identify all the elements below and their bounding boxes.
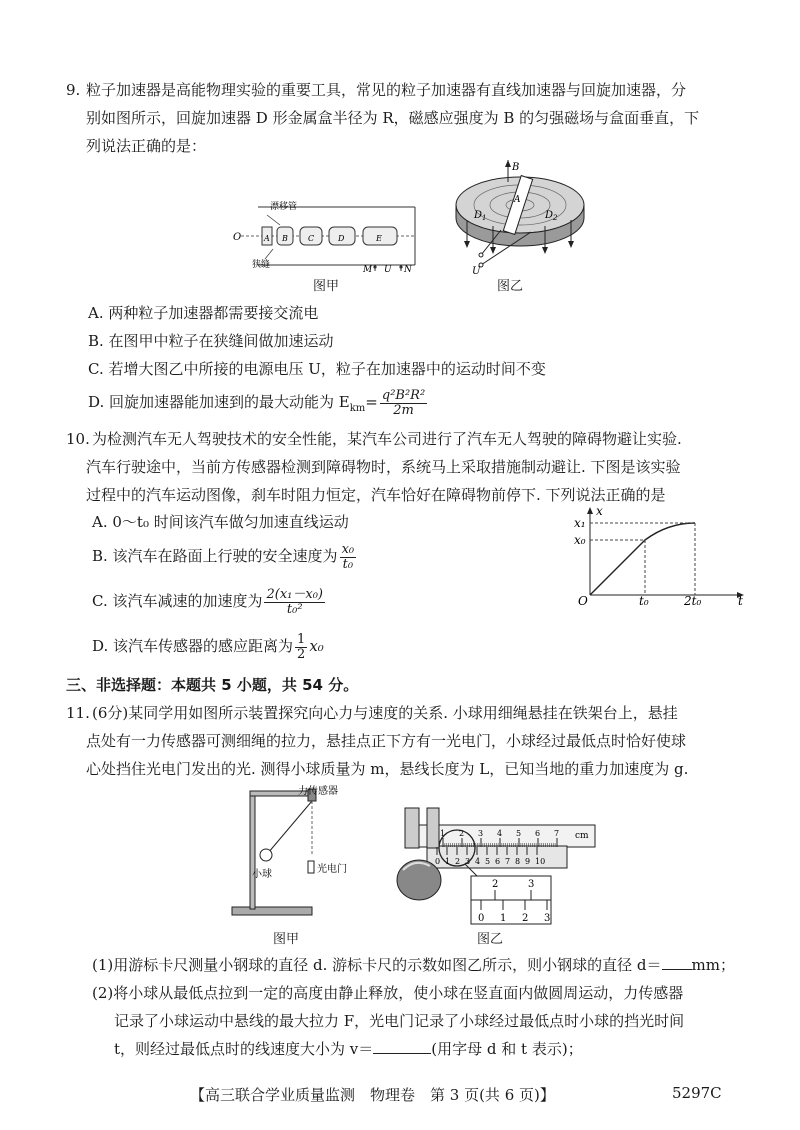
label-A: A — [264, 234, 270, 243]
pendulum-stand-figure — [222, 785, 362, 925]
q9-option-b: B. 在图甲中粒子在狭缝间做加速运动 — [88, 332, 334, 350]
fig11-jia-caption: 图甲 — [273, 932, 300, 947]
footer-code: 5297C — [672, 1084, 722, 1102]
q10-stem-line2: 汽车行驶途中，当前方传感器检测到障碍物时，系统马上采取措施制动避让. 下图是该实验 — [86, 458, 681, 476]
main-scale-number: 1 — [440, 829, 446, 838]
force-sensor-label: 力传感器 — [298, 786, 338, 797]
q10-option-b-den: t₀ — [342, 556, 354, 572]
label-M: M — [363, 265, 373, 275]
zoom-vernier-number: 1 — [500, 913, 507, 924]
q10-option-d-den: 2 — [297, 646, 306, 662]
q10-option-d — [92, 630, 324, 662]
vernier-scale-number: 4 — [475, 857, 481, 866]
q10-option-d-fraction — [295, 633, 307, 662]
q9-option-d-den: 2m — [393, 402, 414, 418]
q9-option-a: A. 两种粒子加速器都需要接交流电 — [88, 304, 319, 322]
label-D: D — [338, 234, 345, 243]
q11-stem-line1: (6分)某同学用如图所示装置探究向心力与速度的关系. 小球用细绳悬挂在铁架台上，悬挂 — [92, 704, 678, 722]
main-scale-number: 7 — [554, 829, 560, 838]
zoom-vernier-number: 3 — [544, 913, 551, 924]
zoom-vernier-number: 0 — [478, 913, 485, 924]
cyclotron-figure — [445, 160, 595, 275]
vernier-scale-number: 2 — [455, 857, 461, 866]
graph-axis-t-label: t — [738, 594, 743, 605]
vernier-scale-number: 10 — [535, 857, 546, 866]
q11-sub2-line2: 记录了小球运动中悬线的最大拉力 F，光电门记录了小球经过最低点时小球的挡光时间 — [114, 1012, 685, 1030]
label-N: N — [404, 265, 412, 275]
main-scale-number: 4 — [497, 829, 503, 838]
q9-number: 9. — [66, 81, 81, 99]
main-scale-number: 3 — [478, 829, 484, 838]
q10-option-d-tail: x₀ — [309, 637, 324, 655]
cyclotron-label-D1: $D_1$ — [474, 210, 487, 222]
fig-yi-caption: 图乙 — [497, 279, 524, 294]
zoom-main-number: 2 — [492, 879, 499, 890]
q10-option-b-fraction — [340, 543, 357, 572]
q11-sub2-line3 — [114, 1039, 583, 1059]
q9-stem-line1: 粒子加速器是高能物理实验的重要工具，常见的粒子加速器有直线加速器与回旋加速器，分 — [86, 81, 687, 99]
q10-stem-line3: 过程中的汽车运动图像，刹车时阻力恒定，汽车恰好在障碍物前停下. 下列说法正确的是 — [86, 486, 666, 504]
fig-jia-caption: 图甲 — [313, 279, 340, 294]
q11-sub1 — [92, 955, 735, 975]
q11-sub1-text: (1)用游标卡尺测量小钢球的直径 d. 游标卡尺的示数如图乙所示，则小钢球的直径 d＝ — [92, 956, 662, 974]
graph-axis-x-label: x — [596, 505, 603, 518]
cyclotron-label-B: B — [512, 162, 520, 173]
vernier-scale-number: 8 — [515, 857, 521, 866]
q9-stem-line3: 列说法正确的是： — [86, 137, 207, 155]
q11-sub2-line1: (2)将小球从最低点拉到一定的高度由静止释放，使小球在竖直面内做圆周运动，力传感器 — [92, 984, 684, 1002]
q10-option-b-text: B. 该汽车在路面上行驶的安全速度为 — [92, 547, 338, 565]
q9-stem-line2: 别如图所示，回旋加速器 D 形金属盒半径为 R，磁感应强度为 B 的匀强磁场与盒面垂直，下 — [86, 109, 700, 127]
caliper-unit-cm: cm — [575, 831, 589, 841]
linear-accelerator-figure — [225, 195, 430, 275]
q10-option-d-num: 1 — [297, 631, 306, 647]
label-O: O — [233, 232, 242, 243]
label-B: B — [282, 234, 288, 243]
q10-option-c-den: t₀² — [286, 601, 303, 617]
diameter-answer-blank[interactable] — [662, 969, 692, 970]
q11-stem-line2: 点处有一力传感器可测细绳的拉力，悬挂点正下方有一光电门，小球经过最低点时恰好使球 — [86, 732, 687, 750]
q11-sub1-unit: mm； — [691, 956, 735, 974]
vernier-scale-number: 5 — [485, 857, 491, 866]
label-E: E — [376, 234, 382, 243]
q10-stem-line1: 为检测汽车无人驾驶技术的安全性能，某汽车公司进行了汽车无人驾驶的障碍物避让实验. — [92, 430, 682, 448]
x-t-graph — [560, 505, 750, 605]
vernier-scale-number: 3 — [465, 857, 471, 866]
zoom-vernier-number: 2 — [522, 913, 529, 924]
cyclotron-label-U: U — [472, 266, 481, 275]
q10-option-c — [92, 585, 327, 617]
gap-label: 狭缝 — [252, 260, 271, 270]
q9-option-c: C. 若增大图乙中所接的电源电压 U，粒子在加速器中的运动时间不变 — [88, 360, 546, 378]
vernier-scale-number: 9 — [525, 857, 531, 866]
drift-tube-label: 漂移管 — [270, 202, 298, 212]
main-scale-number: 2 — [459, 829, 465, 838]
graph-2t0-label: 2t₀ — [684, 594, 702, 605]
q11-stem-line3: 心处挡住光电门发出的光. 测得小球质量为 m，悬线长度为 L，已知当地的重力加速度为 g. — [86, 760, 689, 778]
graph-x0-label: x₀ — [574, 533, 586, 547]
photogate-label: 光电门 — [317, 864, 347, 875]
q10-option-d-text: D. 该汽车传感器的感应距离为 — [92, 637, 294, 655]
vernier-scale-number: 6 — [495, 857, 501, 866]
q11-number: 11. — [66, 704, 90, 722]
q9-option-d-text: D. 回旋加速器能加速到的最大动能为 E — [88, 393, 350, 411]
vernier-scale-number: 7 — [505, 857, 511, 866]
footer-center: 【高三联合学业质量监测 物理卷 第 3 页(共 6 页)】 — [190, 1086, 555, 1104]
label-C: C — [308, 234, 315, 243]
q10-option-a: A. 0～t₀ 时间该汽车做匀加速直线运动 — [92, 513, 349, 531]
q9-option-d-fraction — [380, 389, 427, 418]
q10-number: 10. — [66, 430, 90, 448]
label-U: U — [384, 265, 392, 275]
q10-option-b — [92, 540, 358, 572]
q10-option-b-num: x₀ — [341, 541, 355, 557]
q9-option-d-eq: = — [365, 393, 378, 411]
main-scale-number: 5 — [516, 829, 522, 838]
q9-option-d-num: q²B²R² — [381, 387, 426, 403]
cyclotron-label-D2: $D_2$ — [545, 210, 558, 222]
q10-option-c-fraction — [264, 588, 325, 617]
vernier-caliper-figure — [385, 800, 600, 930]
q10-option-c-text: C. 该汽车减速的加速度为 — [92, 592, 263, 610]
main-scale-number: 6 — [535, 829, 541, 838]
cyclotron-label-A: A — [514, 195, 521, 205]
ball-label: 小球 — [252, 869, 272, 880]
vernier-scale-number: 1 — [445, 857, 451, 866]
q9-option-d-sub: km — [349, 403, 366, 414]
q11-sub2-line3-tail: (用字母 d 和 t 表示)； — [431, 1040, 583, 1058]
q11-sub2-line3-text: t，则经过最低点时的线速度大小为 v＝ — [114, 1040, 374, 1058]
vernier-scale-number: 0 — [435, 857, 441, 866]
graph-x1-label: x₁ — [574, 516, 586, 530]
q10-option-c-num: 2(x₁－x₀) — [266, 586, 323, 602]
zoom-main-number: 3 — [528, 879, 535, 890]
q9-option-d — [88, 388, 429, 423]
fig11-yi-caption: 图乙 — [477, 932, 504, 947]
graph-origin-label: O — [578, 594, 588, 605]
graph-t0-label: t₀ — [639, 594, 649, 605]
section-3-heading: 三、非选择题：本题共 5 小题，共 54 分。 — [66, 676, 359, 694]
velocity-answer-blank[interactable] — [373, 1053, 431, 1054]
